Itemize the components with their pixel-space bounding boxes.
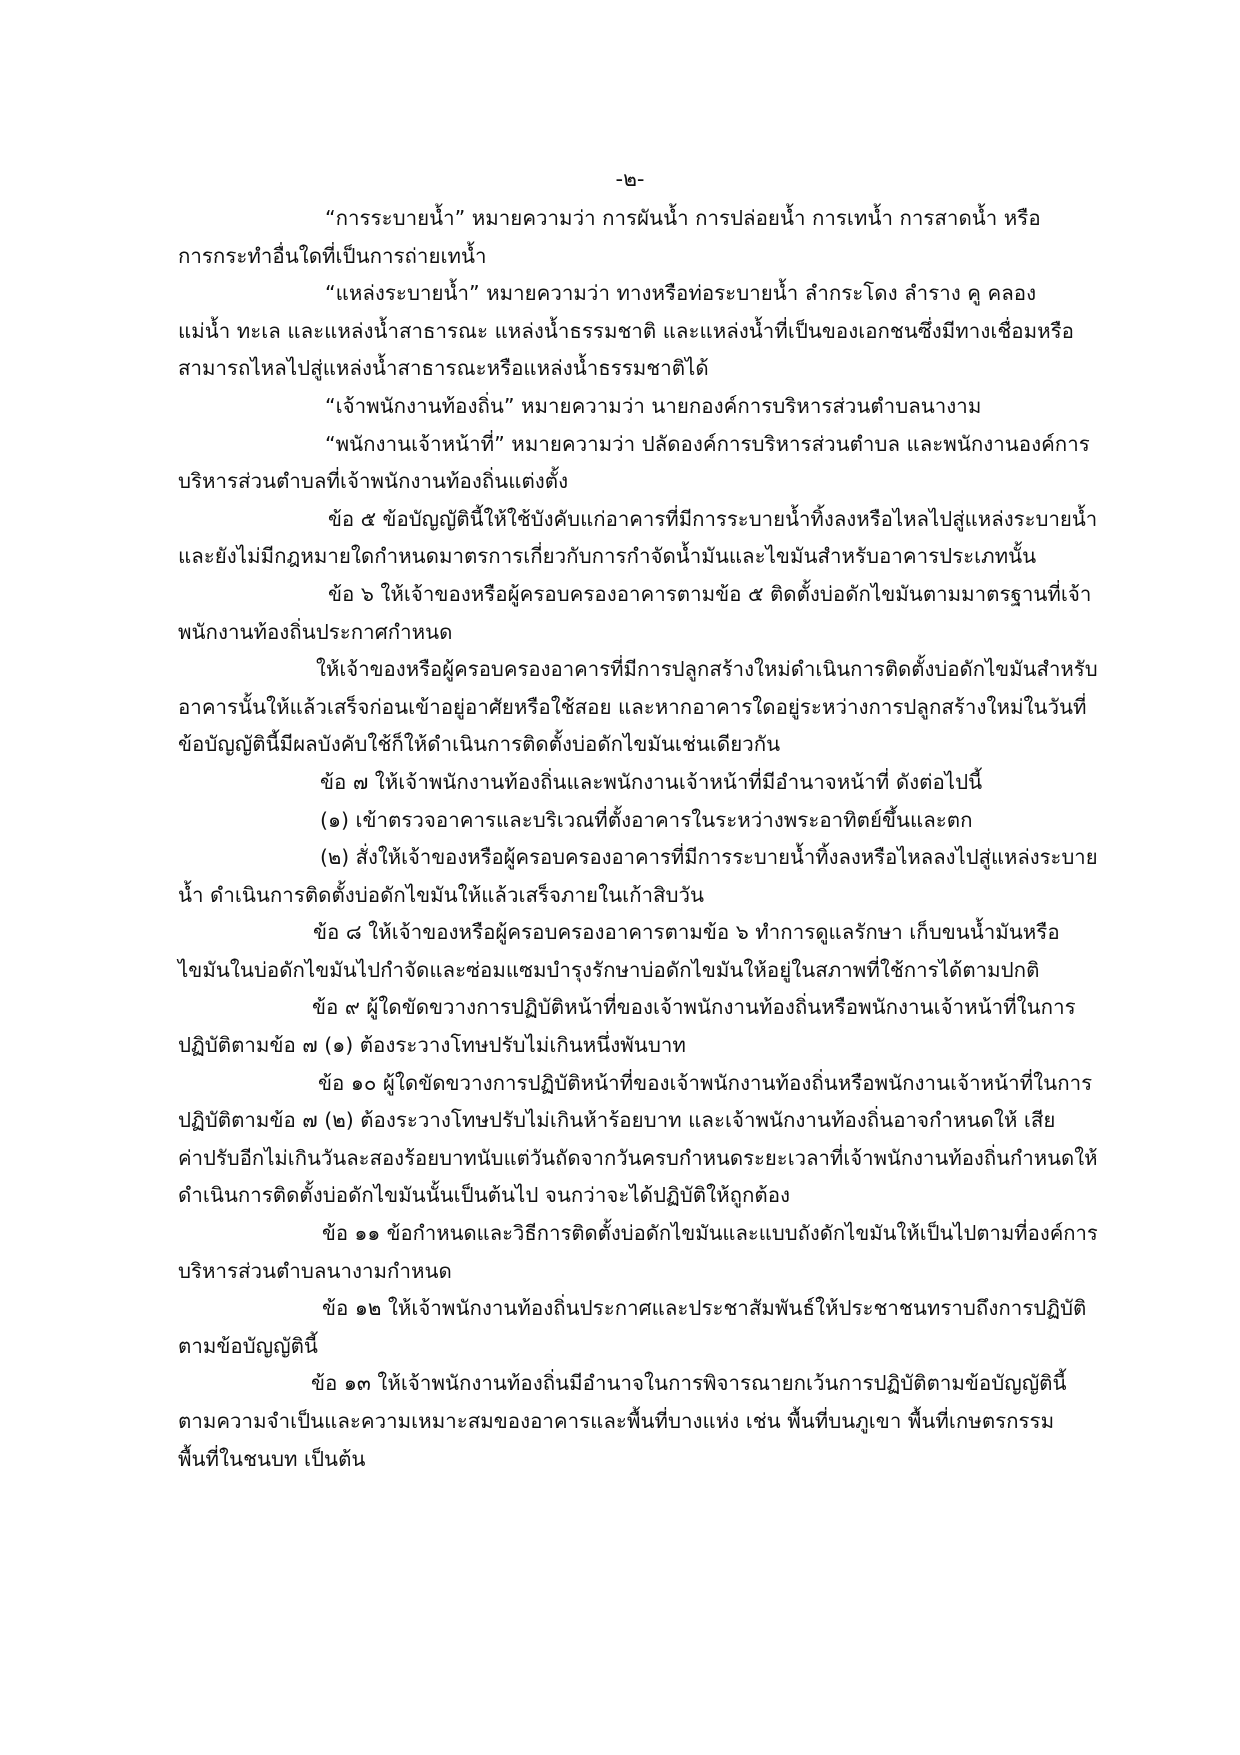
text-line: ข้อ ๘ ให้เจ้าของหรือผู้ครอบครองอาคารตามข้อ ๖ ทำการดูแลรักษา เก็บขนน้ำมันหรือ <box>313 920 1060 945</box>
text-line: “แหล่งระบายน้ำ” หมายความว่า ทางหรือท่อระบายน้ำ ลำกระโดง ลำราง คู คลอง <box>325 281 1037 306</box>
text-line: บริหารส่วนตำบลนางามกำหนด <box>178 1258 452 1283</box>
text-line: ข้อ ๑๒ ให้เจ้าพนักงานท้องถิ่นประกาศและประชาสัมพันธ์ให้ประชาชนทราบถึงการปฏิบัติ <box>322 1296 1087 1321</box>
text-line: “การระบายน้ำ” หมายความว่า การผันน้ำ การปล่อยน้ำ การเทน้ำ การสาดน้ำ หรือ <box>325 206 1041 230</box>
text-line: ข้อ ๑๐ ผู้ใดขัดขวางการปฏิบัติหน้าที่ของเจ้าพนักงานท้องถิ่นหรือพนักงานเจ้าหน้าที่ในการ <box>318 1070 1093 1095</box>
text-line: ให้เจ้าของหรือผู้ครอบครองอาคารที่มีการปลูกสร้างใหม่ดำเนินการติดตั้งบ่อดักไขมันสำหรับ <box>316 657 1098 682</box>
text-line: อาคารนั้นให้แล้วเสร็จก่อนเข้าอยู่อาศัยหรือใช้สอย และหากอาคารใดอยู่ระหว่างการปลูกสร้างใหม่ในวันที่ <box>178 694 1087 719</box>
text-line: ดำเนินการติดตั้งบ่อดักไขมันนั้นเป็นต้นไป จนกว่าจะได้ปฏิบัติให้ถูกต้อง <box>178 1183 791 1208</box>
text-line: “เจ้าพนักงานท้องถิ่น” หมายความว่า นายกองค์การบริหารส่วนตำบลนางาม <box>325 393 982 418</box>
text-line: “พนักงานเจ้าหน้าที่” หมายความว่า ปลัดองค์การบริหารส่วนตำบล และพนักงานองค์การ <box>325 431 1090 456</box>
text-line: ตามความจำเป็นและความเหมาะสมของอาคารและพื้นที่บางแห่ง เช่น พื้นที่บนภูเขา พื้นที่เกษตรกรรม <box>178 1409 1055 1433</box>
text-line: น้ำ ดำเนินการติดตั้งบ่อดักไขมันให้แล้วเสร็จภายในเก้าสิบวัน <box>178 882 705 907</box>
text-line: สามารถไหลไปสู่แหล่งน้ำสาธารณะหรือแหล่งน้ำธรรมชาติได้ <box>178 356 709 381</box>
text-line: ข้อ ๕ ข้อบัญญัตินี้ให้ใช้บังคับแก่อาคารที่มีการระบายน้ำทิ้งลงหรือไหลไปสู่แหล่งระบายน้ำ <box>328 506 1098 531</box>
text-line: ตามข้อบัญญัตินี้ <box>178 1333 318 1358</box>
text-line: ข้อ ๑๑ ข้อกำหนดและวิธีการติดตั้งบ่อดักไขมันและแบบถังดักไขมันให้เป็นไปตามที่องค์การ <box>322 1221 1098 1246</box>
page-number: -๒- <box>615 167 645 191</box>
text-line: การกระทำอื่นใดที่เป็นการถ่ายเทน้ำ <box>178 243 487 268</box>
text-line: ข้อ ๑๓ ให้เจ้าพนักงานท้องถิ่นมีอำนาจในการพิจารณายกเว้นการปฏิบัติตามข้อบัญญัตินี้ <box>311 1371 1067 1396</box>
text-line: ค่าปรับอีกไม่เกินวันละสองร้อยบาทนับแต่วันถัดจากวันครบกำหนดระยะเวลาที่เจ้าพนักงานท้องถิ่นกำหนดให้ <box>178 1145 1098 1170</box>
text-line: (๑) เข้าตรวจอาคารและบริเวณที่ตั้งอาคารในระหว่างพระอาทิตย์ขึ้นและตก <box>320 807 973 832</box>
document-body <box>178 200 1098 1478</box>
text-line: ปฏิบัติตามข้อ ๗ (๒) ต้องระวางโทษปรับไม่เกินห้าร้อยบาท และเจ้าพนักงานท้องถิ่นอาจกำหนดให้ เสีย <box>178 1108 1056 1133</box>
text-line: ไขมันในบ่อดักไขมันไปกำจัดและซ่อมแซมบำรุงรักษาบ่อดักไขมันให้อยู่ในสภาพที่ใช้การได้ตามปกติ <box>178 957 1040 982</box>
text-line: ข้อ ๖ ให้เจ้าของหรือผู้ครอบครองอาคารตามข้อ ๕ ติดตั้งบ่อดักไขมันตามมาตรฐานที่เจ้า <box>328 581 1092 606</box>
text-line: ข้อ ๗ ให้เจ้าพนักงานท้องถิ่นและพนักงานเจ้าหน้าที่มีอำนาจหน้าที่ ดังต่อไปนี้ <box>320 769 983 794</box>
text-line: แม่น้ำ ทะเล และแหล่งน้ำสาธารณะ แหล่งน้ำธรรมชาติ และแหล่งน้ำที่เป็นของเอกชนซึ่งมีทางเชื่อมหรือ <box>178 318 1074 343</box>
text-line: พนักงานท้องถิ่นประกาศกำหนด <box>178 619 453 644</box>
text-line: พื้นที่ในชนบท เป็นต้น <box>178 1446 366 1471</box>
text-line: บริหารส่วนตำบลที่เจ้าพนักงานท้องถิ่นแต่งตั้ง <box>178 469 569 494</box>
text-line: ปฏิบัติตามข้อ ๗ (๑) ต้องระวางโทษปรับไม่เกินหนึ่งพันบาท <box>178 1033 686 1058</box>
text-line: (๒) สั่งให้เจ้าของหรือผู้ครอบครองอาคารที่มีการระบายน้ำทิ้งลงหรือไหลลงไปสู่แหล่งระบาย <box>320 845 1098 870</box>
text-line: ข้อ ๙ ผู้ใดขัดขวางการปฏิบัติหน้าที่ของเจ้าพนักงานท้องถิ่นหรือพนักงานเจ้าหน้าที่ในการ <box>312 995 1076 1020</box>
text-line: ข้อบัญญัตินี้มีผลบังคับใช้ก็ให้ดำเนินการติดตั้งบ่อดักไขมันเช่นเดียวกัน <box>178 732 781 757</box>
text-line: และยังไม่มีกฎหมายใดกำหนดมาตรการเกี่ยวกับการกำจัดน้ำมันและไขมันสำหรับอาคารประเภทนั้น <box>178 544 1037 569</box>
